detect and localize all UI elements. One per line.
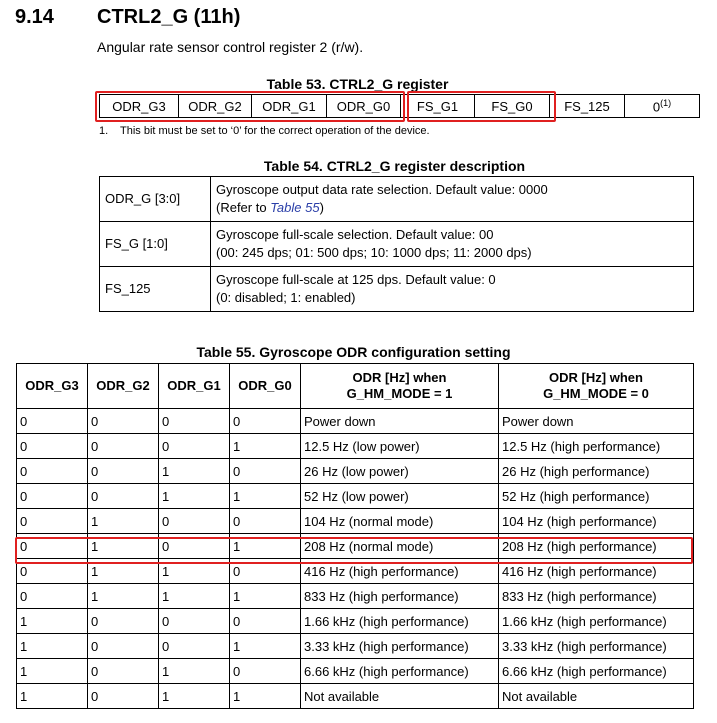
table53-footnote (99, 125, 430, 137)
bit-value-cell: 0 (17, 484, 88, 509)
highlight-fs-bits (407, 91, 556, 122)
field-description (211, 222, 694, 267)
bit-value-cell: 0 (17, 509, 88, 534)
field-name: FS_125 (100, 267, 211, 312)
odr-value-cell: 26 Hz (low power) (301, 459, 499, 484)
odr-value-cell: Not available (301, 684, 499, 709)
odr-value-cell: 833 Hz (high performance) (499, 584, 694, 609)
bit-value-cell: 0 (159, 409, 230, 434)
bit-value-cell: 0 (159, 534, 230, 559)
column-header: ODR_G0 (230, 364, 301, 409)
table-row (17, 584, 694, 609)
footnote-ref: (1) (660, 97, 672, 108)
odr-value-cell: Power down (499, 409, 694, 434)
odr-config-table (16, 363, 694, 709)
bit-value-cell: 0 (230, 609, 301, 634)
bit-value-cell: 0 (230, 509, 301, 534)
bit-cell: ODR_G3 (100, 95, 179, 118)
bit-cell: FS_G1 (401, 95, 475, 118)
table-row (100, 222, 694, 267)
bit-value-cell: 0 (88, 659, 159, 684)
column-header: ODR [Hz] when G_HM_MODE = 1 (301, 364, 499, 409)
table-row (17, 434, 694, 459)
odr-value-cell: 104 Hz (high performance) (499, 509, 694, 534)
bit-value-cell: 1 (159, 684, 230, 709)
table-row (17, 509, 694, 534)
bit-value-cell: 0 (88, 684, 159, 709)
field-description (211, 267, 694, 312)
bit-value-cell: 0 (17, 434, 88, 459)
odr-value-cell: Power down (301, 409, 499, 434)
bit-value-cell: 0 (88, 459, 159, 484)
bit-value-cell: 1 (17, 609, 88, 634)
table55-caption: Table 55. Gyroscope ODR configuration setting (196, 344, 511, 360)
bit-cell: ODR_G0 (327, 95, 401, 118)
bit-value-cell: 1 (230, 434, 301, 459)
register-description-table (99, 176, 694, 312)
table-row (100, 267, 694, 312)
bit-value-cell: 0 (88, 434, 159, 459)
odr-value-cell: 12.5 Hz (high performance) (499, 434, 694, 459)
bit-value-cell: 0 (88, 484, 159, 509)
bit-value-cell: 1 (159, 459, 230, 484)
column-header: ODR_G1 (159, 364, 230, 409)
table-row (100, 177, 694, 222)
desc-line: (00: 245 dps; 01: 500 dps; 10: 1000 dps; 11: 2000 dps) (216, 245, 532, 260)
bit-value-cell: 1 (88, 584, 159, 609)
bit-value-cell: 0 (17, 584, 88, 609)
bit-cell: FS_G0 (475, 95, 550, 118)
highlight-208hz-row (15, 537, 693, 564)
register-description: Angular rate sensor control register 2 (r/w). (97, 39, 364, 55)
footnote-text: This bit must be set to ‘0’ for the correct operation of the device. (120, 125, 430, 137)
column-header: ODR_G3 (17, 364, 88, 409)
bit-value-cell: 0 (230, 559, 301, 584)
odr-value-cell: 1.66 kHz (high performance) (499, 609, 694, 634)
odr-value-cell: 12.5 Hz (low power) (301, 434, 499, 459)
bit-value-cell: 0 (159, 609, 230, 634)
desc-line: Gyroscope full-scale selection. Default value: 00 (216, 227, 494, 242)
odr-value-cell: 416 Hz (high performance) (499, 559, 694, 584)
section-title: CTRL2_G (11h) (97, 6, 241, 28)
field-name: FS_G [1:0] (100, 222, 211, 267)
bit-value-cell: 0 (159, 434, 230, 459)
bit-value-cell: 1 (230, 484, 301, 509)
table53-caption: Table 53. CTRL2_G register (266, 76, 449, 92)
bit-value-cell: 0 (230, 659, 301, 684)
odr-value-cell: 3.33 kHz (high performance) (499, 634, 694, 659)
odr-value-cell: 208 Hz (normal mode) (301, 534, 499, 559)
bit-value-cell: 0 (88, 609, 159, 634)
odr-value-cell: 3.33 kHz (high performance) (301, 634, 499, 659)
field-description (211, 177, 694, 222)
column-header: ODR_G2 (88, 364, 159, 409)
odr-value-cell: 52 Hz (low power) (301, 484, 499, 509)
bit-value-cell: 1 (230, 534, 301, 559)
table54-caption: Table 54. CTRL2_G register description (263, 158, 526, 174)
odr-value-cell: 6.66 kHz (high performance) (499, 659, 694, 684)
odr-value-cell: 104 Hz (normal mode) (301, 509, 499, 534)
column-header: ODR [Hz] when G_HM_MODE = 0 (499, 364, 694, 409)
odr-value-cell: 26 Hz (high performance) (499, 459, 694, 484)
bit-cell: ODR_G1 (252, 95, 327, 118)
desc-line: Gyroscope output data rate selection. Default value: 0000 (216, 182, 548, 197)
bit-value-cell: 1 (159, 559, 230, 584)
odr-value-cell: 416 Hz (high performance) (301, 559, 499, 584)
bit-value-cell: 0 (17, 459, 88, 484)
bit-value-cell: 0 (17, 534, 88, 559)
table-row (17, 409, 694, 434)
odr-value-cell: 1.66 kHz (high performance) (301, 609, 499, 634)
bit-value-cell: 1 (17, 659, 88, 684)
odr-value-cell: 6.66 kHz (high performance) (301, 659, 499, 684)
bit-value-cell: 0 (17, 409, 88, 434)
bit-value-cell: 1 (230, 634, 301, 659)
bit-value-cell: 1 (230, 684, 301, 709)
bit-cell: FS_125 (550, 95, 625, 118)
field-name: ODR_G [3:0] (100, 177, 211, 222)
table-row (17, 659, 694, 684)
bit-cell: ODR_G2 (179, 95, 252, 118)
footnote-number: 1. (99, 125, 109, 137)
bit-value-cell: 1 (88, 559, 159, 584)
bit-value-cell: 1 (230, 584, 301, 609)
odr-value-cell: 833 Hz (high performance) (301, 584, 499, 609)
bit-value-cell: 0 (88, 409, 159, 434)
odr-value-cell: Not available (499, 684, 694, 709)
table-row (17, 609, 694, 634)
bit-value-cell: 1 (159, 484, 230, 509)
bit-value-cell: 0 (17, 559, 88, 584)
desc-line: Gyroscope full-scale at 125 dps. Default value: 0 (216, 272, 496, 287)
desc-line: (0: disabled; 1: enabled) (216, 290, 356, 305)
bit-value-cell: 0 (230, 409, 301, 434)
odr-value-cell: 208 Hz (high performance) (499, 534, 694, 559)
section-number: 9.14 (15, 6, 54, 28)
bit-cell: 0$^{(1)}$ (625, 95, 700, 118)
highlight-odr-bits (95, 91, 405, 122)
bit-value-cell: 0 (230, 459, 301, 484)
bit-value-cell: 1 (17, 684, 88, 709)
bit-value-cell: 1 (88, 534, 159, 559)
table-row (17, 634, 694, 659)
bit-value-cell: 0 (88, 634, 159, 659)
table-row (17, 684, 694, 709)
odr-value-cell: 52 Hz (high performance) (499, 484, 694, 509)
table-row (17, 459, 694, 484)
bit-value-cell: 0 (159, 634, 230, 659)
bit-value-cell: 1 (159, 584, 230, 609)
desc-line: (Refer to Table 55) (216, 200, 324, 215)
bit-value-cell: 1 (17, 634, 88, 659)
bit-value-cell: 1 (159, 659, 230, 684)
table-row (17, 484, 694, 509)
table-header-row (17, 364, 694, 409)
table55-link[interactable]: Table 55 (270, 200, 320, 215)
bit-value-cell: 1 (88, 509, 159, 534)
bit-value-cell: 0 (159, 509, 230, 534)
